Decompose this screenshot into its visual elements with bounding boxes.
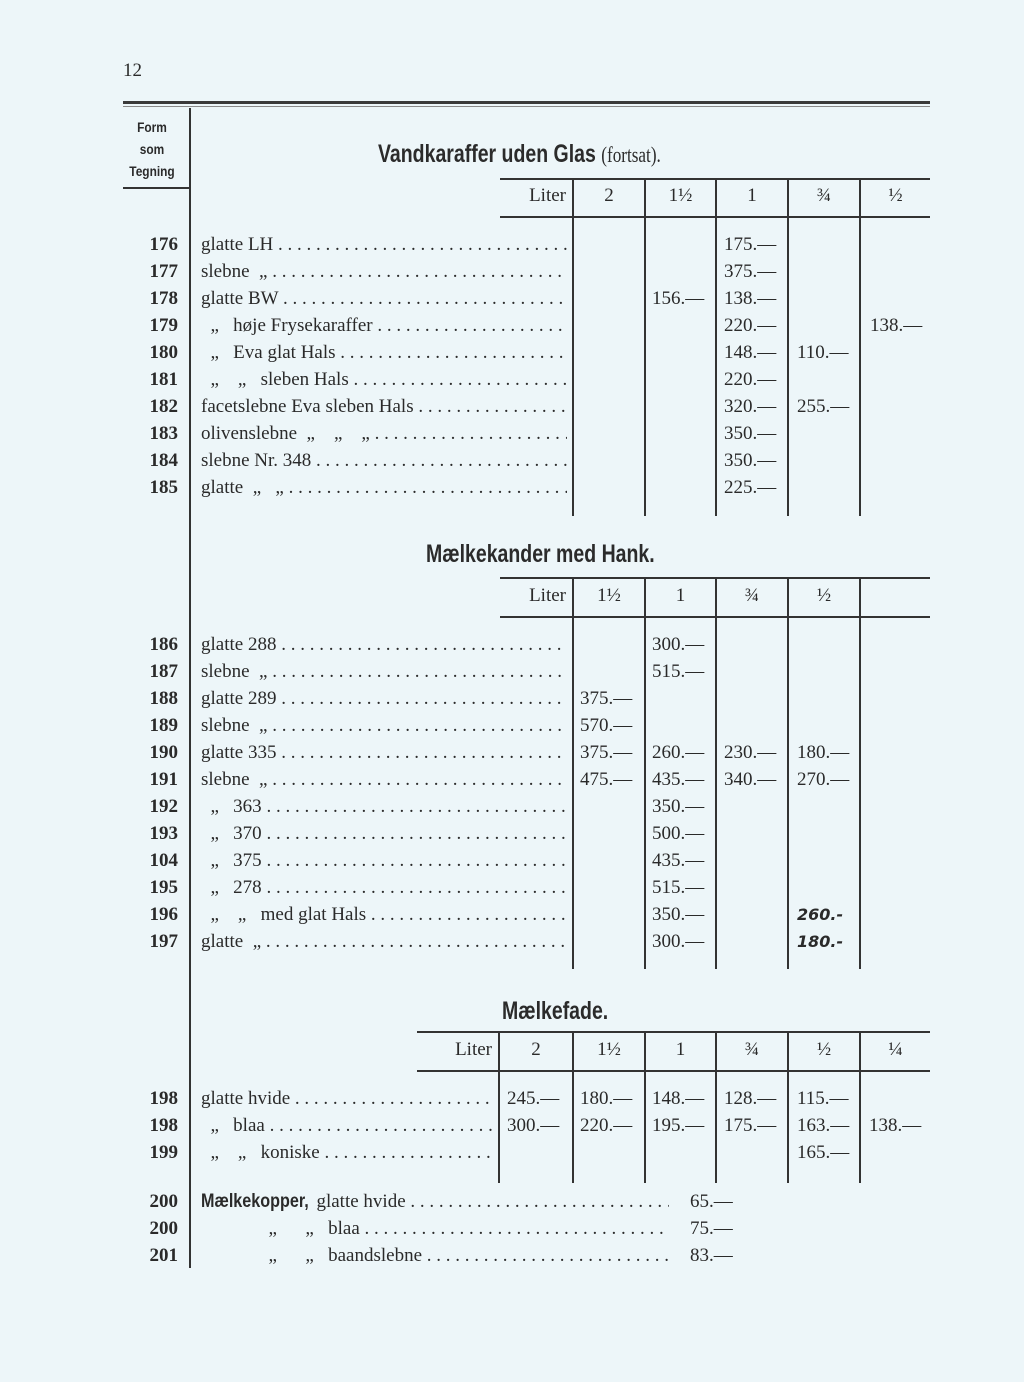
section-title-vandkaraffer <box>378 140 661 169</box>
item-description <box>201 658 567 685</box>
item-description-text: „ Eva glat Hals <box>201 342 336 363</box>
price-cell: 260.— <box>652 742 705 763</box>
item-description <box>201 685 567 712</box>
price-cell: 156.— <box>652 288 705 309</box>
form-header-line-1: Form <box>137 119 167 135</box>
price-cell: 475.— <box>580 769 633 790</box>
form-number: 179 <box>149 315 178 336</box>
item-description <box>201 1215 669 1242</box>
item-description-text: slebne „ <box>201 715 268 736</box>
item-lead-bold: Mælkekopper, <box>201 1191 309 1212</box>
price-cell: 138.— <box>870 315 923 336</box>
table3-header-rule <box>417 1070 930 1072</box>
item-description-text: „ „ sleben Hals <box>201 369 349 390</box>
item-description <box>201 258 567 285</box>
table2-col-divider <box>787 579 789 969</box>
price-cell: 148.— <box>724 342 777 363</box>
item-description <box>201 420 567 447</box>
item-description <box>201 1242 669 1269</box>
price-cell: 110.— <box>797 342 849 363</box>
item-description-text: „ 278 <box>201 877 262 898</box>
price-cell: 138.— <box>724 288 777 309</box>
table2-col-header: 1½ <box>597 585 621 606</box>
item-description <box>201 447 567 474</box>
price-cell: 195.— <box>652 1115 705 1136</box>
price-cell: 500.— <box>652 823 705 844</box>
item-description <box>201 901 567 928</box>
item-description-text: slebne Nr. 348 <box>201 450 312 471</box>
form-number: 185 <box>149 477 178 498</box>
table1-col-divider <box>715 180 717 516</box>
price-cell: 175.— <box>724 234 777 255</box>
section-title-text: Vandkaraffer uden Glas <box>378 140 596 168</box>
price-cell: 350.— <box>652 904 705 925</box>
price-cell: 225.— <box>724 477 777 498</box>
price-cell: 65.— <box>690 1191 733 1212</box>
table1-col-divider <box>644 180 646 516</box>
table1-col-divider <box>787 180 789 516</box>
item-description-text: „ „ blaa <box>259 1218 360 1239</box>
top-rule <box>123 101 930 104</box>
price-cell: 220.— <box>580 1115 633 1136</box>
price-cell: 230.— <box>724 742 777 763</box>
item-description-text: slebne „ <box>201 661 268 682</box>
item-description <box>201 847 567 874</box>
price-cell: 220.— <box>724 315 777 336</box>
price-cell: 255.— <box>797 396 850 417</box>
item-description-text: glatte BW <box>201 288 279 309</box>
item-description <box>201 285 567 312</box>
price-cell: 148.— <box>652 1088 705 1109</box>
table2-col-header: ¾ <box>744 585 760 606</box>
section-subtitle: (fortsat). <box>601 142 661 167</box>
price-cell: 435.— <box>652 850 705 871</box>
price-cell: 220.— <box>724 369 777 390</box>
price-cell: 75.— <box>690 1218 733 1239</box>
price-cell: 515.— <box>652 661 705 682</box>
form-number: 184 <box>149 450 178 471</box>
form-number: 193 <box>149 823 178 844</box>
table1-col-divider <box>572 180 574 516</box>
table3-col-header: 1½ <box>597 1039 621 1060</box>
item-description-text: „ 375 <box>201 850 262 871</box>
form-number: 199 <box>149 1142 178 1163</box>
item-description-text: glatte LH <box>201 234 274 255</box>
price-cell: 570.— <box>580 715 633 736</box>
item-description <box>201 712 567 739</box>
table3-col-header: ¼ <box>888 1039 903 1060</box>
item-description <box>201 874 567 901</box>
table1-col-header: ½ <box>888 185 903 206</box>
price-cell: 300.— <box>652 931 705 952</box>
item-description-text: glatte hvide <box>316 1191 406 1212</box>
form-number: 192 <box>149 796 178 817</box>
item-description-text: glatte 335 <box>201 742 277 763</box>
price-cell: 163.— <box>797 1115 850 1136</box>
table2-col-header: ½ <box>816 585 832 606</box>
item-description <box>201 928 567 955</box>
form-number: 104 <box>149 850 178 871</box>
form-number: 190 <box>149 742 178 763</box>
price-cell: 435.— <box>652 769 705 790</box>
form-column-header <box>125 116 179 182</box>
item-description-text: glatte hvide <box>201 1088 291 1109</box>
form-number: 196 <box>149 904 178 925</box>
table1-col-header: 1 <box>747 185 757 206</box>
form-number: 197 <box>149 931 178 952</box>
form-number: 180 <box>149 342 178 363</box>
price-cell: 180.— <box>797 742 850 763</box>
item-description-text: glatte „ „ <box>201 477 284 498</box>
table1-col-header: 1½ <box>668 185 693 206</box>
form-number: 198 <box>149 1115 178 1136</box>
table2-col-divider <box>572 579 574 969</box>
item-description-text: slebne „ <box>201 769 268 790</box>
item-description <box>201 366 567 393</box>
page-number: 12 <box>123 60 142 81</box>
form-number: 201 <box>149 1245 178 1266</box>
price-cell: 350.— <box>652 796 705 817</box>
item-description <box>201 1188 669 1215</box>
form-column-divider <box>189 108 191 1268</box>
table2-col-header: 1 <box>675 585 686 606</box>
form-header-line-2: som <box>139 141 165 157</box>
price-cell: 165.— <box>797 1142 850 1163</box>
item-description <box>201 393 567 420</box>
form-number: 182 <box>149 396 178 417</box>
price-cell: 375.— <box>724 261 777 282</box>
item-description <box>201 793 567 820</box>
section-title-maelkekander: Mælkekander med Hank. <box>426 540 655 568</box>
price-cell: 340.— <box>724 769 777 790</box>
item-description-text: glatte „ <box>201 931 262 952</box>
form-number: 181 <box>149 369 178 390</box>
item-description <box>201 1139 495 1166</box>
form-number: 177 <box>149 261 178 282</box>
handwritten-price: 260.- <box>797 905 844 924</box>
price-cell: 180.— <box>580 1088 633 1109</box>
price-cell: 138.— <box>869 1115 922 1136</box>
form-number: 200 <box>149 1218 178 1239</box>
form-number: 176 <box>149 234 178 255</box>
form-header-line-3: Tegning <box>129 163 175 179</box>
table3-liter-label: Liter <box>455 1039 492 1060</box>
item-description-text: glatte 288 <box>201 634 277 655</box>
price-cell: 375.— <box>580 742 633 763</box>
form-number: 183 <box>149 423 178 444</box>
item-description-text: „ blaa <box>201 1115 265 1136</box>
item-description-text: „ „ koniske <box>201 1142 320 1163</box>
form-number: 198 <box>149 1088 178 1109</box>
price-cell: 515.— <box>652 877 705 898</box>
item-description-text: „ „ baandslebne <box>259 1245 423 1266</box>
item-description <box>201 1085 495 1112</box>
table3-col-header: 1 <box>675 1039 686 1060</box>
table2-liter-label: Liter <box>529 585 566 606</box>
price-cell: 375.— <box>580 688 633 709</box>
top-rule-thin <box>123 106 930 107</box>
table2-col-divider <box>715 579 717 969</box>
form-number: 191 <box>149 769 178 790</box>
table1-liter-label: Liter <box>529 185 566 206</box>
item-description-text: „ 370 <box>201 823 262 844</box>
item-description <box>201 766 567 793</box>
price-cell: 300.— <box>652 634 705 655</box>
item-description <box>201 631 567 658</box>
item-description <box>201 231 567 258</box>
table2-col-divider <box>644 579 646 969</box>
item-description-text: „ „ med glat Hals <box>201 904 367 925</box>
form-number: 186 <box>149 634 178 655</box>
form-number: 187 <box>149 661 178 682</box>
table2-col-divider <box>859 579 861 969</box>
section-title-maelkefade: Mælkefade. <box>502 997 609 1025</box>
form-header-rule <box>123 187 189 189</box>
form-number: 178 <box>149 288 178 309</box>
item-description <box>201 339 567 366</box>
table1-col-header: 2 <box>604 185 614 206</box>
price-cell: 320.— <box>724 396 777 417</box>
form-number: 195 <box>149 877 178 898</box>
handwritten-price: 180.- <box>797 932 844 951</box>
price-cell: 245.— <box>507 1088 560 1109</box>
price-cell: 128.— <box>724 1088 777 1109</box>
item-description-text: olivenslebne „ „ „ <box>201 423 370 444</box>
item-description <box>201 1112 495 1139</box>
item-description-text: slebne „ <box>201 261 268 282</box>
form-number: 188 <box>149 688 178 709</box>
form-number: 189 <box>149 715 178 736</box>
price-cell: 350.— <box>724 450 777 471</box>
price-cell: 270.— <box>797 769 850 790</box>
table3-col-header: ¾ <box>744 1039 760 1060</box>
item-description <box>201 739 567 766</box>
price-cell: 83.— <box>690 1245 733 1266</box>
table3-col-header: 2 <box>531 1039 541 1060</box>
item-description-text: glatte 289 <box>201 688 277 709</box>
form-number: 200 <box>149 1191 178 1212</box>
price-cell: 300.— <box>507 1115 560 1136</box>
table3-col-header: ½ <box>816 1039 832 1060</box>
price-cell: 350.— <box>724 423 777 444</box>
item-description <box>201 820 567 847</box>
item-description-text: facetslebne Eva sleben Hals <box>201 396 414 417</box>
item-description-text: „ 363 <box>201 796 262 817</box>
price-cell: 175.— <box>724 1115 777 1136</box>
item-description <box>201 312 567 339</box>
table1-col-header: ¾ <box>816 185 832 206</box>
item-description-text: „ høje Frysekaraffer <box>201 315 373 336</box>
table1-col-divider <box>859 180 861 516</box>
item-description <box>201 474 567 501</box>
price-cell: 115.— <box>797 1088 849 1109</box>
table3-top-rule <box>417 1031 930 1033</box>
